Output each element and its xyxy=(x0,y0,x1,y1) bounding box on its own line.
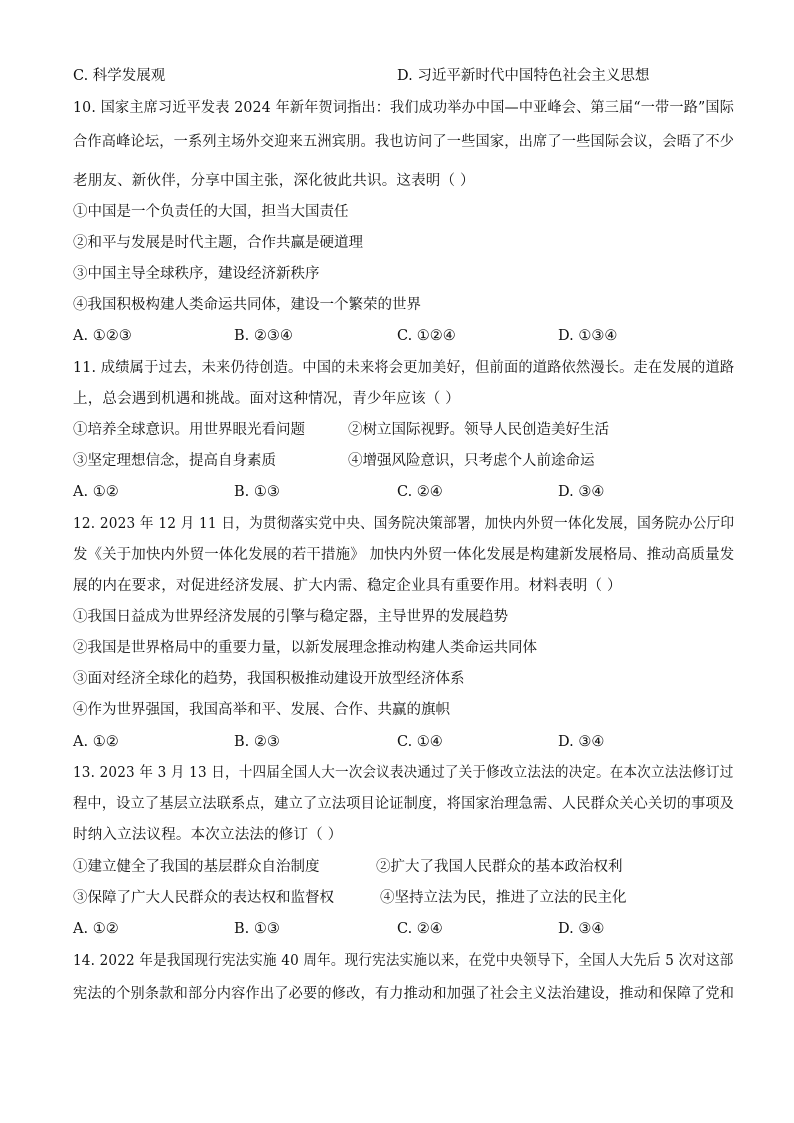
q12-item-2: ②我国是世界格局中的重要力量，以新发展理念推动构建人类命运共同体 xyxy=(73,640,537,656)
q13-option-b: B. ①③ xyxy=(234,921,280,937)
q13-option-c: C. ②④ xyxy=(397,921,443,937)
q11-item-1: ①培养全球意识。用世界眼光看问题 xyxy=(73,422,305,438)
q13-stem-line-1: 13. 2023 年 3 月 13 日，十四届全国人大一次会议表决通过了关于修改立法法的决定。在本次立法法修订过 xyxy=(73,765,734,781)
q10-item-2: ②和平与发展是时代主题，合作共赢是硬道理 xyxy=(73,235,363,251)
q10-option-c: C. ①②④ xyxy=(397,328,456,344)
q12-stem-line-3: 展的内在要求，对促进经济发展、扩大内需、稳定企业具有重要作用。材料表明（ ） xyxy=(73,578,622,594)
q14-stem-line-2: 宪法的个别条款和部分内容作出了必要的修改，有力推动和加强了社会主义法治建设，推动和保障了党和 xyxy=(73,986,735,1002)
q10-stem-line-1: 10. 国家主席习近平发表 2024 年新年贺词指出：我们成功举办中国—中亚峰会、第三届“一带一路”国际 xyxy=(73,100,735,116)
q13-item-2: ②扩大了我国人民群众的基本政治权利 xyxy=(376,859,623,875)
q10-option-b: B. ②③④ xyxy=(234,328,293,344)
q10-stem-line-3: 老朋友、新伙伴，分享中国主张，深化彼此共识。这表明（ ） xyxy=(73,173,475,189)
q11-item-2: ②树立国际视野。领导人民创造美好生活 xyxy=(348,422,609,438)
q11-stem-line-1: 11. 成绩属于过去，未来仍待创造。中国的未来将会更加美好，但前面的道路依然漫长。走在发展的道路 xyxy=(73,360,735,376)
q11-item-3: ③坚定理想信念，提高自身素质 xyxy=(73,453,276,469)
q12-item-4: ④作为世界强国，我国高举和平、发展、合作、共赢的旗帜 xyxy=(73,702,450,718)
q9-option-d: D. 习近平新时代中国特色社会主义思想 xyxy=(397,68,650,84)
q14-stem-line-1: 14. 2022 年是我国现行宪法实施 40 周年。现行宪法实施以来，在党中央领导下，全国人大先后 5 次对这部 xyxy=(73,953,734,969)
q12-stem-line-2: 发《关于加快内外贸一体化发展的若干措施》 加快内外贸一体化发展是构建新发展格局、推动高质量发 xyxy=(73,547,735,563)
q11-option-d: D. ③④ xyxy=(558,484,605,500)
q12-option-c: C. ①④ xyxy=(397,734,443,750)
q12-stem-line-1: 12. 2023 年 12 月 11 日，为贯彻落实党中央、国务院决策部署，加快内外贸一体化发展，国务院办公厅印 xyxy=(73,516,735,532)
q13-stem-line-2: 程中，设立了基层立法联系点，建立了立法项目论证制度，将国家治理急需、人民群众关心关切的事项及 xyxy=(73,796,735,812)
q11-item-4: ④增强风险意识，只考虑个人前途命运 xyxy=(348,453,595,469)
q13-option-d: D. ③④ xyxy=(558,921,605,937)
q12-option-d: D. ③④ xyxy=(558,734,605,750)
q12-item-1: ①我国日益成为世界经济发展的引擎与稳定器，主导世界的发展趋势 xyxy=(73,609,508,625)
q13-item-1: ①建立健全了我国的基层群众自治制度 xyxy=(73,859,320,875)
q13-item-3: ③保障了广大人民群众的表达权和监督权 xyxy=(73,890,334,906)
q10-option-a: A. ①②③ xyxy=(73,328,132,344)
q11-option-b: B. ①③ xyxy=(234,484,280,500)
q11-stem-line-2: 上，总会遇到机遇和挑战。面对这种情况，青少年应该（ ） xyxy=(73,391,461,407)
q11-option-c: C. ②④ xyxy=(397,484,443,500)
q13-stem-line-3: 时纳入立法议程。本次立法法的修订（ ） xyxy=(73,827,343,843)
q12-option-b: B. ②③ xyxy=(234,734,280,750)
q10-stem-line-2: 合作高峰论坛，一系列主场外交迎来五洲宾朋。我也访问了一些国家，出席了一些国际会议，会晤了不少 xyxy=(73,134,735,150)
q10-option-d: D. ①③④ xyxy=(558,328,618,344)
q10-item-1: ①中国是一个负责任的大国，担当大国责任 xyxy=(73,204,349,220)
q13-item-4: ④坚持立法为民，推进了立法的民主化 xyxy=(380,890,627,906)
q9-option-c: C. 科学发展观 xyxy=(73,68,166,84)
q13-option-a: A. ①② xyxy=(73,921,119,937)
q10-item-4: ④我国积极构建人类命运共同体，建设一个繁荣的世界 xyxy=(73,297,421,313)
q11-option-a: A. ①② xyxy=(73,484,119,500)
q12-item-3: ③面对经济全球化的趋势，我国积极推动建设开放型经济体系 xyxy=(73,671,465,687)
q10-item-3: ③中国主导全球秩序，建设经济新秩序 xyxy=(73,266,320,282)
q12-option-a: A. ①② xyxy=(73,734,119,750)
